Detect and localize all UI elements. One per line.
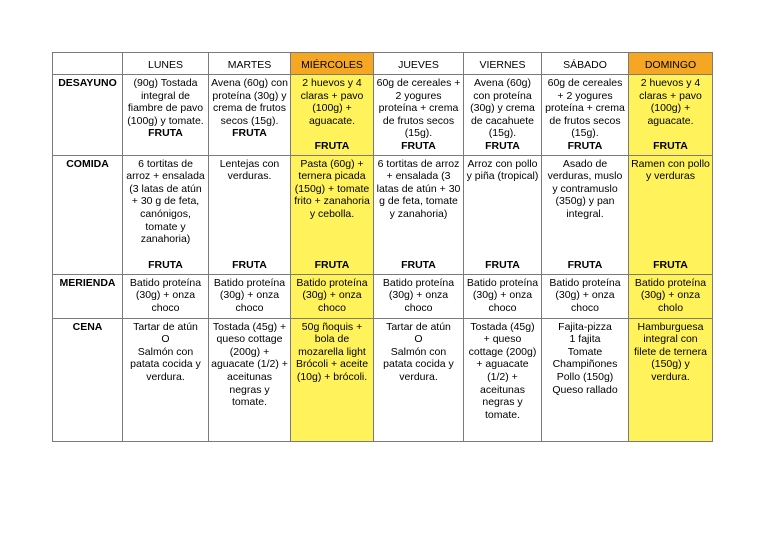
merienda-lunes bbox=[123, 274, 209, 318]
desayuno-lunes bbox=[123, 75, 209, 156]
header-row bbox=[53, 53, 713, 75]
meal-label-merienda: MERIENDA bbox=[53, 274, 123, 318]
merienda-sabado bbox=[542, 274, 629, 318]
day-header-lunes: LUNES bbox=[123, 53, 209, 75]
meal-row-desayuno bbox=[53, 75, 713, 156]
merienda-martes bbox=[209, 274, 291, 318]
meal-text: 2 huevos y 4 claras + pavo (100g) + aguacate. bbox=[300, 77, 364, 127]
fruit-label: FRUTA bbox=[314, 258, 350, 271]
fruit-label: FRUTA bbox=[148, 258, 183, 271]
meal-text: Batido proteína (30g) + onza choco bbox=[549, 276, 621, 314]
day-header-martes: MARTES bbox=[209, 53, 291, 75]
comida-lunes bbox=[123, 155, 209, 274]
meal-text: Lentejas con verduras. bbox=[219, 157, 280, 183]
fruit-label: FRUTA bbox=[485, 139, 520, 152]
fruit-label: FRUTA bbox=[401, 258, 436, 271]
meal-text: 50g ñoquis + bola de mozarella light Brócoli + aceite (10g) + brócoli. bbox=[295, 320, 369, 383]
meal-text: (90g) Tostada integral de fiambre de pavo (100g) y tomate. bbox=[127, 77, 204, 127]
meal-row-cena bbox=[53, 318, 713, 441]
fruit-label: FRUTA bbox=[148, 127, 183, 140]
meal-text: Tartar de atún O Salmón con patata cocida y verdura. bbox=[130, 320, 201, 383]
meal-text: Batido proteína (30g) + onza choco bbox=[213, 276, 286, 314]
fruit-label: FRUTA bbox=[401, 139, 436, 152]
meal-text: 60g de cereales + 2 yogures proteína + crema de frutos secos (15g). bbox=[545, 77, 625, 140]
day-header-viernes: VIERNES bbox=[464, 53, 542, 75]
merienda-miercoles bbox=[291, 274, 374, 318]
cena-lunes bbox=[123, 318, 209, 441]
day-header-sabado: SÁBADO bbox=[542, 53, 629, 75]
desayuno-miercoles bbox=[291, 75, 374, 156]
day-header-jueves: JUEVES bbox=[374, 53, 464, 75]
cena-domingo bbox=[629, 318, 713, 441]
meal-text: 6 tortitas de arroz + ensalada (3 latas de atún + 30 g de feta, canónigos, tomate y zanahoria) bbox=[126, 157, 205, 246]
meal-text: Batido proteína (30g) + onza cholo bbox=[634, 276, 707, 314]
meal-label-cena: CENA bbox=[53, 318, 123, 441]
meal-text: Tartar de atún O Salmón con patata cocida y verdura. bbox=[383, 320, 454, 383]
meal-row-merienda bbox=[53, 274, 713, 318]
meal-label-desayuno: DESAYUNO bbox=[53, 75, 123, 156]
cena-miercoles bbox=[291, 318, 374, 441]
meal-text: Asado de verduras, muslo y contramuslo (350g) y pan integral. bbox=[547, 157, 623, 220]
desayuno-jueves bbox=[374, 75, 464, 156]
desayuno-sabado bbox=[542, 75, 629, 156]
fruit-label: FRUTA bbox=[232, 127, 267, 140]
fruit-label: FRUTA bbox=[567, 139, 603, 152]
meal-label-comida: COMIDA bbox=[53, 155, 123, 274]
day-header-miercoles: MIÉRCOLES bbox=[291, 53, 374, 75]
meal-text: 60g de cereales + 2 yogures proteína + crema de frutos secos (15g). bbox=[376, 77, 461, 140]
merienda-jueves bbox=[374, 274, 464, 318]
merienda-domingo bbox=[629, 274, 713, 318]
meal-text: Batido proteína (30g) + onza choco bbox=[382, 276, 455, 314]
cena-viernes bbox=[464, 318, 542, 441]
day-header-domingo: DOMINGO bbox=[629, 53, 713, 75]
meal-text: Avena (60g) con proteína (30g) y crema de cacahuete (15g). bbox=[470, 77, 535, 140]
meal-text: Batido proteína (30g) + onza choco bbox=[129, 276, 202, 314]
fruit-label: FRUTA bbox=[232, 258, 267, 271]
cena-martes bbox=[209, 318, 291, 441]
meal-text: Pasta (60g) + ternera picada (150g) + tomate frito + zanahoria y cebolla. bbox=[294, 157, 370, 220]
comida-martes bbox=[209, 155, 291, 274]
meal-text: 6 tortitas de arroz + ensalada (3 latas de atún + 30 g de feta, tomate y zanahoria) bbox=[376, 157, 461, 220]
comida-miercoles bbox=[291, 155, 374, 274]
corner-cell bbox=[53, 53, 123, 75]
fruit-label: FRUTA bbox=[653, 139, 688, 152]
fruit-label: FRUTA bbox=[653, 258, 688, 271]
fruit-label: FRUTA bbox=[314, 139, 350, 152]
comida-domingo bbox=[629, 155, 713, 274]
comida-sabado bbox=[542, 155, 629, 274]
meal-row-comida bbox=[53, 155, 713, 274]
meal-text: Batido proteína (30g) + onza choco bbox=[296, 276, 368, 314]
desayuno-viernes bbox=[464, 75, 542, 156]
desayuno-martes bbox=[209, 75, 291, 156]
meal-text: 2 huevos y 4 claras + pavo (100g) + aguacate. bbox=[639, 77, 702, 127]
desayuno-domingo bbox=[629, 75, 713, 156]
comida-viernes bbox=[464, 155, 542, 274]
fruit-label: FRUTA bbox=[485, 258, 520, 271]
meal-text: Fajita-pizza 1 fajita Tomate Champiñones Pollo (150g) Queso rallado bbox=[552, 320, 618, 396]
cena-jueves bbox=[374, 318, 464, 441]
merienda-viernes bbox=[464, 274, 542, 318]
weekly-meal-plan-table bbox=[52, 52, 713, 442]
meal-text: Hamburguesa integral con filete de ternera (150g) y verdura. bbox=[634, 320, 707, 383]
meal-text: Tostada (45g) + queso cottage (200g) + aguacate (1/2) + aceitunas negras y tomate. bbox=[211, 320, 288, 409]
meal-text: Tostada (45g) + queso cottage (200g) + aguacate (1/2) + aceitunas negras y tomate. bbox=[468, 320, 537, 421]
fruit-label: FRUTA bbox=[567, 258, 603, 271]
meal-text: Ramen con pollo y verduras bbox=[631, 157, 710, 183]
comida-jueves bbox=[374, 155, 464, 274]
meal-text: Avena (60g) con proteína (30g) y crema de frutos secos (15g). bbox=[211, 77, 288, 127]
cena-sabado bbox=[542, 318, 629, 441]
meal-text: Batido proteína (30g) + onza choco bbox=[466, 276, 539, 314]
meal-text: Arroz con pollo y piña (tropical) bbox=[466, 157, 539, 183]
